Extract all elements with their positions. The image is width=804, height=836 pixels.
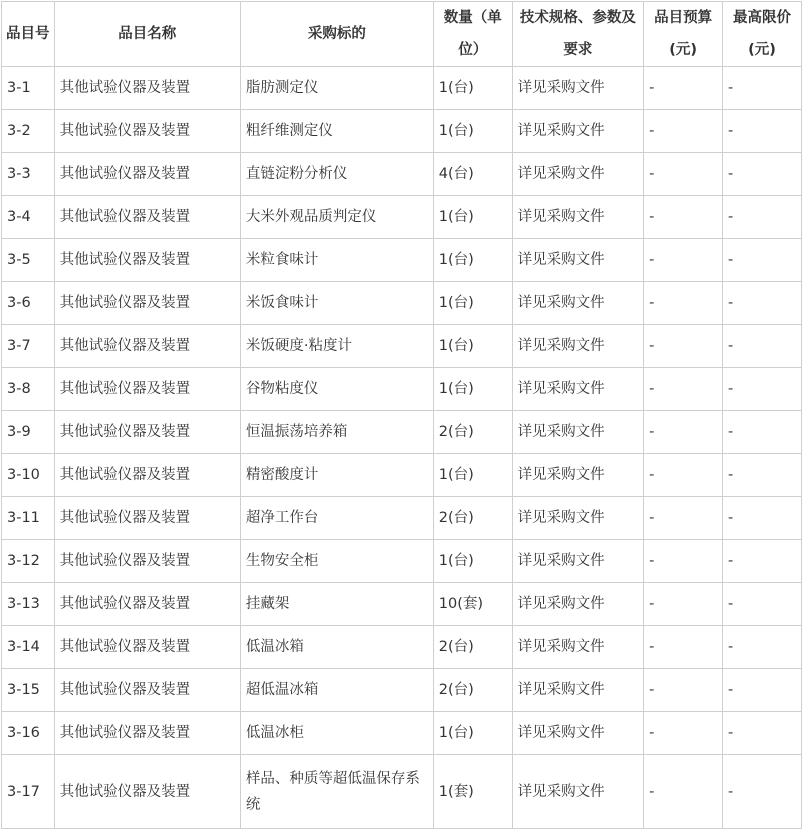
- cell-spec: 详见采购文件: [512, 411, 644, 454]
- cell-procurement-target: 米粒食味计: [240, 239, 433, 282]
- cell-budget: -: [644, 67, 723, 110]
- cell-item-name: 其他试验仪器及装置: [54, 368, 240, 411]
- cell-procurement-target: 粗纤维测定仪: [240, 110, 433, 153]
- cell-max-price: -: [723, 110, 802, 153]
- cell-budget: -: [644, 669, 723, 712]
- cell-max-price: -: [723, 196, 802, 239]
- cell-procurement-target: 恒温振荡培养箱: [240, 411, 433, 454]
- cell-max-price: -: [723, 67, 802, 110]
- cell-item-no: 3-12: [2, 540, 55, 583]
- table-body: [2, 67, 802, 829]
- header-quantity: 数量（单位）: [433, 2, 512, 67]
- table-row: [2, 626, 802, 669]
- cell-spec: 详见采购文件: [512, 110, 644, 153]
- cell-spec: 详见采购文件: [512, 497, 644, 540]
- cell-max-price: -: [723, 325, 802, 368]
- cell-spec: 详见采购文件: [512, 583, 644, 626]
- cell-spec: 详见采购文件: [512, 282, 644, 325]
- cell-item-no: 3-2: [2, 110, 55, 153]
- cell-quantity: 10(套): [433, 583, 512, 626]
- cell-procurement-target: 精密酸度计: [240, 454, 433, 497]
- cell-budget: -: [644, 368, 723, 411]
- cell-max-price: -: [723, 368, 802, 411]
- cell-budget: -: [644, 153, 723, 196]
- table-row: [2, 540, 802, 583]
- cell-quantity: 2(台): [433, 497, 512, 540]
- cell-budget: -: [644, 583, 723, 626]
- cell-budget: -: [644, 282, 723, 325]
- cell-quantity: 1(台): [433, 454, 512, 497]
- cell-item-name: 其他试验仪器及装置: [54, 755, 240, 829]
- cell-item-no: 3-11: [2, 497, 55, 540]
- cell-procurement-target: 低温冰箱: [240, 626, 433, 669]
- cell-budget: -: [644, 325, 723, 368]
- cell-item-name: 其他试验仪器及装置: [54, 239, 240, 282]
- header-max-price: 最高限价(元): [723, 2, 802, 67]
- header-procurement-target: 采购标的: [240, 2, 433, 67]
- cell-quantity: 1(台): [433, 196, 512, 239]
- cell-item-name: 其他试验仪器及装置: [54, 153, 240, 196]
- cell-budget: -: [644, 755, 723, 829]
- cell-quantity: 1(台): [433, 110, 512, 153]
- table-row: [2, 454, 802, 497]
- cell-quantity: 1(套): [433, 755, 512, 829]
- cell-item-name: 其他试验仪器及装置: [54, 540, 240, 583]
- cell-procurement-target: 超净工作台: [240, 497, 433, 540]
- cell-spec: 详见采购文件: [512, 196, 644, 239]
- cell-quantity: 2(台): [433, 411, 512, 454]
- cell-budget: -: [644, 110, 723, 153]
- cell-max-price: -: [723, 755, 802, 829]
- cell-item-no: 3-5: [2, 239, 55, 282]
- cell-budget: -: [644, 497, 723, 540]
- cell-item-no: 3-13: [2, 583, 55, 626]
- cell-item-name: 其他试验仪器及装置: [54, 583, 240, 626]
- cell-item-no: 3-8: [2, 368, 55, 411]
- table-row: [2, 583, 802, 626]
- cell-procurement-target: 超低温冰箱: [240, 669, 433, 712]
- cell-procurement-target: 米饭硬度·粘度计: [240, 325, 433, 368]
- cell-budget: -: [644, 239, 723, 282]
- cell-max-price: -: [723, 583, 802, 626]
- cell-item-name: 其他试验仪器及装置: [54, 712, 240, 755]
- header-item-name: 品目名称: [54, 2, 240, 67]
- cell-item-name: 其他试验仪器及装置: [54, 196, 240, 239]
- cell-budget: -: [644, 454, 723, 497]
- cell-quantity: 1(台): [433, 325, 512, 368]
- cell-budget: -: [644, 712, 723, 755]
- table-row: [2, 712, 802, 755]
- cell-max-price: -: [723, 239, 802, 282]
- cell-item-no: 3-3: [2, 153, 55, 196]
- cell-budget: -: [644, 626, 723, 669]
- cell-procurement-target: 低温冰柜: [240, 712, 433, 755]
- header-item-no: 品目号: [2, 2, 55, 67]
- cell-item-no: 3-1: [2, 67, 55, 110]
- cell-spec: 详见采购文件: [512, 669, 644, 712]
- cell-spec: 详见采购文件: [512, 540, 644, 583]
- cell-item-name: 其他试验仪器及装置: [54, 325, 240, 368]
- cell-max-price: -: [723, 540, 802, 583]
- cell-max-price: -: [723, 411, 802, 454]
- cell-item-no: 3-16: [2, 712, 55, 755]
- cell-max-price: -: [723, 712, 802, 755]
- table-row: [2, 669, 802, 712]
- cell-spec: 详见采购文件: [512, 153, 644, 196]
- cell-max-price: -: [723, 282, 802, 325]
- cell-quantity: 1(台): [433, 368, 512, 411]
- cell-procurement-target: 大米外观品质判定仪: [240, 196, 433, 239]
- table-row: [2, 325, 802, 368]
- cell-item-no: 3-17: [2, 755, 55, 829]
- cell-item-no: 3-9: [2, 411, 55, 454]
- cell-quantity: 4(台): [433, 153, 512, 196]
- cell-item-no: 3-15: [2, 669, 55, 712]
- cell-quantity: 1(台): [433, 282, 512, 325]
- table-row: [2, 368, 802, 411]
- table-row: [2, 497, 802, 540]
- cell-max-price: -: [723, 454, 802, 497]
- cell-budget: -: [644, 411, 723, 454]
- table-row: [2, 411, 802, 454]
- cell-spec: 详见采购文件: [512, 67, 644, 110]
- cell-spec: 详见采购文件: [512, 712, 644, 755]
- table-row: [2, 110, 802, 153]
- cell-spec: 详见采购文件: [512, 454, 644, 497]
- cell-procurement-target: 样品、种质等超低温保存系统: [240, 755, 433, 829]
- cell-max-price: -: [723, 497, 802, 540]
- cell-procurement-target: 直链淀粉分析仪: [240, 153, 433, 196]
- cell-procurement-target: 生物安全柜: [240, 540, 433, 583]
- cell-item-no: 3-4: [2, 196, 55, 239]
- cell-spec: 详见采购文件: [512, 755, 644, 829]
- procurement-table: [1, 1, 802, 829]
- cell-quantity: 1(台): [433, 239, 512, 282]
- cell-budget: -: [644, 196, 723, 239]
- table-row: [2, 196, 802, 239]
- cell-item-no: 3-10: [2, 454, 55, 497]
- cell-procurement-target: 谷物粘度仪: [240, 368, 433, 411]
- cell-quantity: 1(台): [433, 712, 512, 755]
- cell-item-no: 3-7: [2, 325, 55, 368]
- table-row: [2, 153, 802, 196]
- cell-item-name: 其他试验仪器及装置: [54, 669, 240, 712]
- cell-spec: 详见采购文件: [512, 626, 644, 669]
- cell-item-no: 3-6: [2, 282, 55, 325]
- cell-item-name: 其他试验仪器及装置: [54, 67, 240, 110]
- cell-spec: 详见采购文件: [512, 239, 644, 282]
- cell-quantity: 1(台): [433, 540, 512, 583]
- cell-procurement-target: 挂藏架: [240, 583, 433, 626]
- table-row: [2, 755, 802, 829]
- header-budget: 品目预算(元): [644, 2, 723, 67]
- cell-spec: 详见采购文件: [512, 325, 644, 368]
- cell-item-no: 3-14: [2, 626, 55, 669]
- cell-budget: -: [644, 540, 723, 583]
- cell-max-price: -: [723, 669, 802, 712]
- cell-max-price: -: [723, 153, 802, 196]
- table-row: [2, 282, 802, 325]
- cell-quantity: 2(台): [433, 626, 512, 669]
- table-row: [2, 239, 802, 282]
- cell-procurement-target: 米饭食味计: [240, 282, 433, 325]
- cell-quantity: 2(台): [433, 669, 512, 712]
- cell-max-price: -: [723, 626, 802, 669]
- header-spec: 技术规格、参数及要求: [512, 2, 644, 67]
- cell-item-name: 其他试验仪器及装置: [54, 626, 240, 669]
- cell-item-name: 其他试验仪器及装置: [54, 454, 240, 497]
- cell-spec: 详见采购文件: [512, 368, 644, 411]
- cell-quantity: 1(台): [433, 67, 512, 110]
- cell-item-name: 其他试验仪器及装置: [54, 110, 240, 153]
- header-row: [2, 2, 802, 67]
- cell-item-name: 其他试验仪器及装置: [54, 282, 240, 325]
- cell-item-name: 其他试验仪器及装置: [54, 497, 240, 540]
- table-row: [2, 67, 802, 110]
- cell-procurement-target: 脂肪测定仪: [240, 67, 433, 110]
- cell-item-name: 其他试验仪器及装置: [54, 411, 240, 454]
